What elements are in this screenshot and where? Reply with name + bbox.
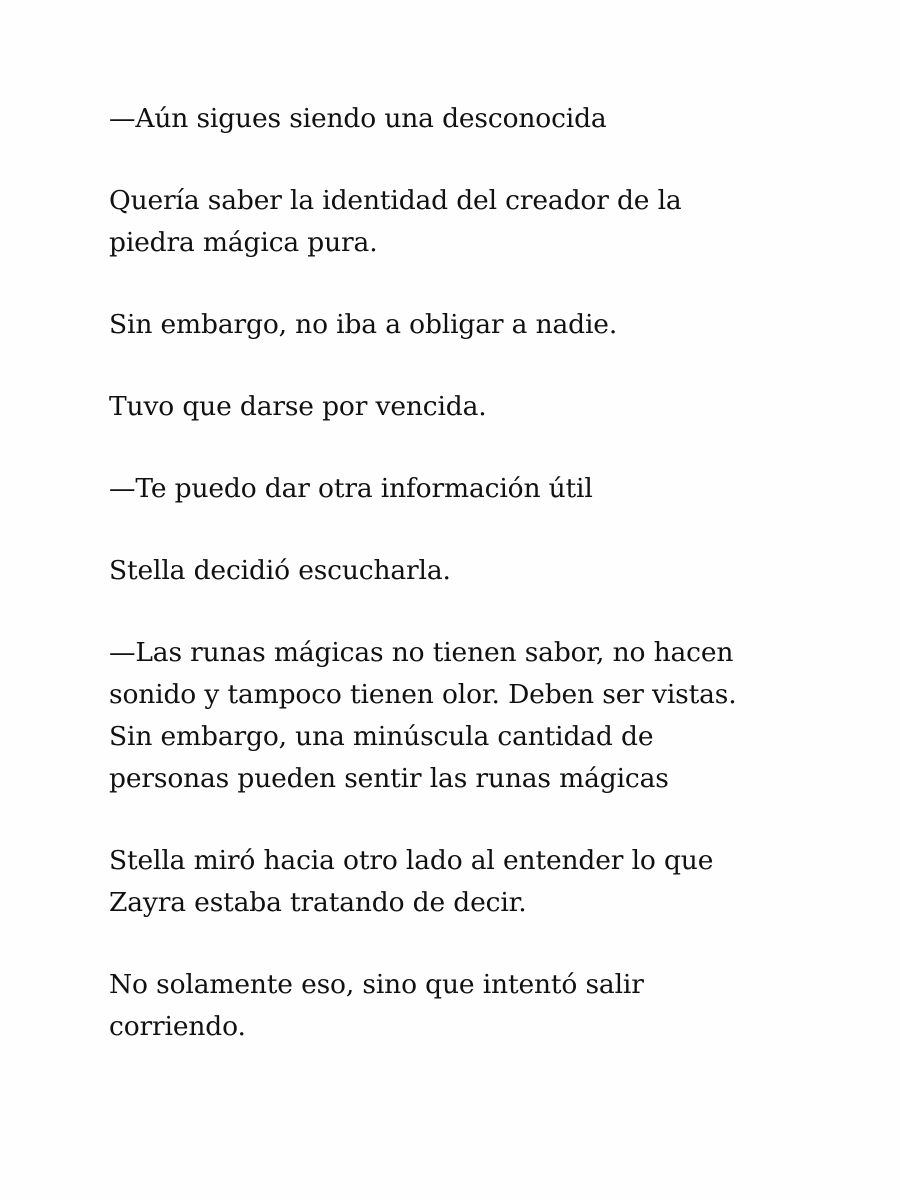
text-line: No solamente eso, sino que intentó salir: [109, 969, 644, 1000]
text-line: Zayra estaba tratando de decir.: [109, 887, 527, 918]
text-line: Sin embargo, una minúscula cantidad de: [109, 721, 654, 752]
paragraph-9: [109, 964, 800, 1048]
text-line: —Las runas mágicas no tienen sabor, no hacen: [109, 637, 734, 668]
text-line: Stella decidió escucharla.: [109, 555, 451, 586]
paragraph-7: [109, 632, 800, 800]
text-line: —Te puedo dar otra información útil: [109, 473, 593, 504]
text-line: corriendo.: [109, 1011, 246, 1042]
paragraph-4: [109, 386, 800, 428]
paragraph-2: [109, 180, 800, 264]
text-line: Sin embargo, no iba a obligar a nadie.: [109, 309, 618, 340]
text-line: Tuvo que darse por vencida.: [109, 391, 487, 422]
paragraph-3: [109, 304, 800, 346]
paragraph-6: [109, 550, 800, 592]
paragraph-8: [109, 840, 800, 924]
text-line: piedra mágica pura.: [109, 227, 378, 258]
text-line: sonido y tampoco tienen olor. Deben ser vistas.: [109, 679, 737, 710]
text-line: Stella miró hacia otro lado al entender lo que: [109, 845, 714, 876]
text-line: personas pueden sentir las runas mágicas: [109, 763, 669, 794]
text-line: —Aún sigues siendo una desconocida: [109, 103, 607, 134]
paragraph-5: [109, 468, 800, 510]
text-line: Quería saber la identidad del creador de la: [109, 185, 682, 216]
paragraph-1: [109, 98, 800, 140]
